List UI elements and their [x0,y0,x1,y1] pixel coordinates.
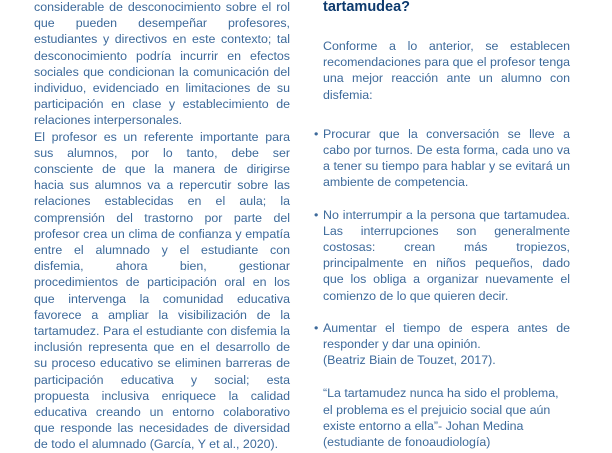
bullet-item-1 [314,126,570,191]
bullet-item-3 [314,320,570,352]
bullet-icon: • [314,126,319,141]
bullet-icon: • [314,207,319,222]
left-paragraph-2: El profesor es un referente importante para sus alumnos, por lo tanto, debe ser consciente de que la manera de dirigirse hacia sus alumnos va a repercutir sobre las relaciones establecidas en el aula; la comprensión del trastorno por parte del profesor crea un clima de confianza y empatía entre el alumnado y el estudiante con disfemia, ahora bien, gestionar procedimientos de participación oral en los que intervenga la comunidad educativa favorece a ampliar la visibilización de la tartamudez. Para el estudiante con disfemia la inclusión representa que en el desarrollo de su proceso educativo se eliminen barreras de participación educativa y social; esta propuesta inclusiva enriquece la calidad educativa creando un entorno colaborativo que responde las necesidades de diversidad de todo el alumnado (García, Y et al., 2020). [34,129,290,452]
bullet-item-2 [314,207,570,304]
quote: “La tartamudez nunca ha sido el problema, el problema es el prejuicio social que aún existe entorno a ella”- Johan Medina (estudiante de fonoaudiología) [323,386,559,450]
left-paragraph-1: considerable de desconocimiento sobre el rol que pueden desempeñar profesores, estudiantes y directivos en este contexto; tal desconocimiento podría incurrir en efectos sociales que condicionan la comunicación del individuo, evidenciado en limitaciones de su participación en clase y establecimiento de relaciones interpersonales. [34,0,290,128]
section-heading: tartamudea? [323,0,411,15]
bullet-text-3: Aumentar el tiempo de espera antes de responder y dar una opinión. [323,320,570,352]
bullet-text-1: Procurar que la conversación se lleve a cabo por turnos. De esta forma, cada uno va a tener su tiempo para hablar y se evitará un ambiente de competencia. [323,126,570,190]
bullet-icon: • [314,320,319,335]
intro-paragraph: Conforme a lo anterior, se establecen recomendaciones para que el profesor tenga una mejor reacción ante un alumno con disfemia: [323,39,570,102]
bullet-text-2: No interrumpir a la persona que tartamudea. Las interrupciones son generalmente costosas: crean más tropiezos, principalmente en niños pequeños, dado que los obliga a organizar nuevamente el comienzo de lo que quieren decir. [323,207,570,303]
right-column [314,0,570,450]
left-column [34,0,290,453]
citation: (Beatriz Biain de Touzet, 2017). [323,353,496,368]
